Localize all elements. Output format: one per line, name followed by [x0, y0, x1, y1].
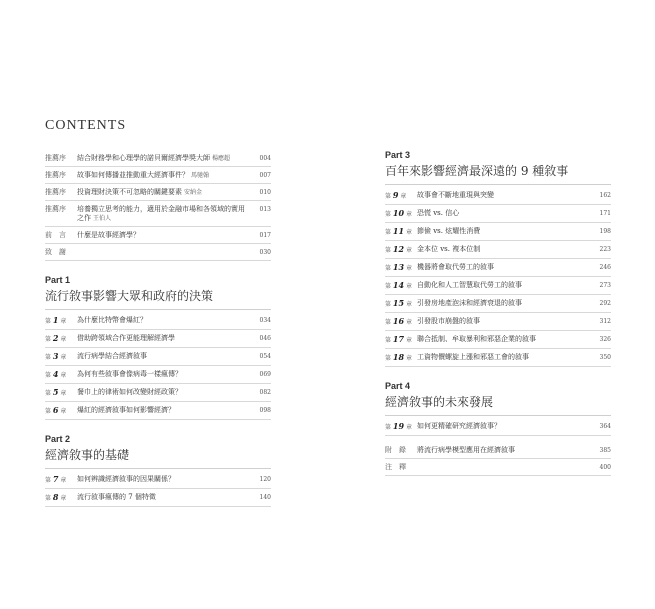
- chapter-number: 第 17 章: [385, 334, 412, 344]
- part-title: 百年來影響經濟最深遠的 9 種敘事: [385, 160, 611, 185]
- chapter-entry[interactable]: [45, 489, 271, 507]
- part-title: 經濟敘事的基礎: [45, 444, 271, 469]
- toc-entry[interactable]: [45, 244, 271, 261]
- chapter-number: 第 4 章: [45, 369, 67, 379]
- entry-label: 推薦序: [45, 188, 66, 196]
- chapter-digit: 2: [52, 333, 59, 343]
- part-label: Part 2: [45, 434, 71, 444]
- chapter-page: 054: [259, 353, 271, 360]
- chapter-entry[interactable]: [385, 223, 611, 241]
- entry-title: 故事如何傳播並推動重大經濟事件？ 馬驰翰: [77, 171, 210, 179]
- entry-label: 推薦序: [45, 171, 66, 179]
- chapter-title: 節儉 vs. 炫耀性消費: [417, 227, 481, 235]
- chapter-title: 為什麼比特幣會爆紅？: [77, 316, 147, 324]
- chapter-digit: 3: [52, 351, 59, 361]
- entry-title: 結合財務學和心理學的諾貝爾經濟學獎大師 楊應超: [77, 154, 231, 162]
- chapter-title: 自動化和人工智慧取代勞工的敘事: [417, 281, 522, 289]
- chapter-number: 第 16 章: [385, 316, 412, 326]
- chapter-digit: 5: [52, 387, 59, 397]
- chapter-title: 聯合抵制、牟取暴利和邪惡企業的敘事: [417, 335, 536, 343]
- chapter-entry[interactable]: [385, 313, 611, 331]
- chapter-page: 120: [259, 476, 271, 483]
- chapter-title: 如何更精確研究經濟敘事？: [417, 422, 501, 430]
- chapter-number: 第 7 章: [45, 474, 67, 484]
- chapter-page: 312: [599, 318, 611, 325]
- chapter-digit: 6: [52, 405, 59, 415]
- chapter-digit: 12: [392, 244, 405, 254]
- chapter-digit: 10: [392, 208, 405, 218]
- chapter-entry[interactable]: [45, 384, 271, 402]
- toc-entry[interactable]: [45, 167, 271, 184]
- chapter-number: 第 15 章: [385, 298, 412, 308]
- chapter-entry[interactable]: [385, 259, 611, 277]
- chapter-number: 第 8 章: [45, 492, 67, 502]
- entry-author: 安納金: [184, 189, 203, 196]
- chapter-digit: 1: [52, 315, 59, 325]
- chapter-title: 工資物價螺旋上漲和邪惡工會的敘事: [417, 353, 529, 361]
- entry-label: 推薦序: [45, 154, 66, 162]
- chapter-digit: 17: [392, 334, 405, 344]
- chapter-number: 第 19 章: [385, 421, 412, 431]
- chapter-digit: 4: [52, 369, 59, 379]
- chapter-entry[interactable]: [45, 348, 271, 366]
- chapter-number: 第 3 章: [45, 351, 67, 361]
- chapter-page: 140: [259, 494, 271, 501]
- chapter-digit: 15: [392, 298, 405, 308]
- chapter-page: 292: [599, 300, 611, 307]
- page-title: CONTENTS: [45, 118, 127, 133]
- chapter-title: 機器將會取代勞工的敘事: [417, 263, 494, 271]
- chapter-title: 如何辨識經濟敘事的因果關係？: [77, 475, 175, 483]
- chapter-number: 第 12 章: [385, 244, 412, 254]
- entry-page: 385: [599, 447, 611, 454]
- chapter-digit: 19: [392, 421, 405, 431]
- chapter-digit: 14: [392, 280, 405, 290]
- entry-label: 推薦序: [45, 205, 66, 213]
- entry-page: 004: [259, 155, 271, 162]
- entry-title: 將流行病學模型應用在經濟敘事: [417, 446, 515, 454]
- chapter-page: 326: [599, 336, 611, 343]
- chapter-digit: 11: [392, 226, 405, 236]
- chapter-title: 引發房地產泡沫和經濟衰退的敘事: [417, 299, 522, 307]
- chapter-page: 246: [599, 264, 611, 271]
- chapter-title: 引發股市崩盤的敘事: [417, 317, 480, 325]
- chapter-page: 364: [599, 423, 611, 430]
- chapter-number: 第 9 章: [385, 190, 407, 200]
- part-label: Part 1: [45, 275, 71, 285]
- chapter-title: 故事會不斷地重現與突變: [417, 191, 494, 199]
- entry-page: 010: [259, 189, 271, 196]
- entry-page: 013: [259, 206, 271, 213]
- part-label: Part 3: [385, 150, 411, 160]
- toc-entry[interactable]: [45, 150, 271, 167]
- chapter-number: 第 2 章: [45, 333, 67, 343]
- chapter-title: 為何有些敘事會像病毒一樣瘋傳？: [77, 370, 182, 378]
- chapter-page: 350: [599, 354, 611, 361]
- part-label: Part 4: [385, 381, 411, 391]
- chapter-page: 098: [259, 407, 271, 414]
- chapter-title: 流行病學結合經濟敘事: [77, 352, 147, 360]
- chapter-page: 223: [599, 246, 611, 253]
- chapter-entry[interactable]: [385, 349, 611, 367]
- chapter-page: 082: [259, 389, 271, 396]
- entry-title: 培養獨立思考的能力，適用於金融市場和各領域的實用之作 王伯人: [77, 205, 245, 222]
- chapter-number: 第 13 章: [385, 262, 412, 272]
- toc-entry[interactable]: [45, 184, 271, 201]
- entry-label: 前 言: [45, 231, 66, 239]
- part-title: 流行敘事影響大眾和政府的決策: [45, 285, 271, 310]
- entry-title: 什麼是故事經濟學？: [77, 231, 140, 239]
- chapter-digit: 16: [392, 316, 405, 326]
- chapter-title: 爆紅的經濟敘事如何影響經濟？: [77, 406, 175, 414]
- chapter-entry[interactable]: [385, 331, 611, 349]
- chapter-entry[interactable]: [385, 205, 611, 223]
- chapter-digit: 13: [392, 262, 405, 272]
- chapter-page: 046: [259, 335, 271, 342]
- toc-entry[interactable]: [45, 227, 271, 244]
- toc-entry[interactable]: [385, 442, 611, 459]
- chapter-entry[interactable]: [45, 471, 271, 489]
- chapter-entry[interactable]: [45, 366, 271, 384]
- chapter-entry[interactable]: [385, 187, 611, 205]
- chapter-entry[interactable]: [45, 402, 271, 420]
- chapter-number: 第 1 章: [45, 315, 67, 325]
- entry-author: 馬驰翰: [191, 172, 210, 179]
- chapter-page: 171: [599, 210, 611, 217]
- chapter-title: 餐巾上的律術如何改變財經政策？: [77, 388, 182, 396]
- chapter-digit: 7: [52, 474, 59, 484]
- entry-author: 王伯人: [93, 215, 112, 222]
- chapter-entry[interactable]: [45, 312, 271, 330]
- chapter-entry[interactable]: [385, 277, 611, 295]
- toc-right-column: [385, 150, 611, 476]
- chapter-entry[interactable]: [385, 418, 611, 436]
- toc-left-column: [45, 150, 271, 507]
- part-title: 經濟敘事的未來發展: [385, 391, 611, 416]
- chapter-number: 第 11 章: [385, 226, 412, 236]
- entry-page: 017: [259, 232, 271, 239]
- chapter-number: 第 6 章: [45, 405, 67, 415]
- entry-page: 007: [259, 172, 271, 179]
- chapter-page: 162: [599, 192, 611, 199]
- entry-page: 400: [599, 464, 611, 471]
- entry-page: 030: [259, 249, 271, 256]
- chapter-entry[interactable]: [385, 295, 611, 313]
- chapter-entry[interactable]: [385, 241, 611, 259]
- chapter-number: 第 10 章: [385, 208, 412, 218]
- chapter-page: 069: [259, 371, 271, 378]
- chapter-entry[interactable]: [45, 330, 271, 348]
- toc-entry[interactable]: [45, 201, 271, 227]
- chapter-digit: 9: [392, 190, 399, 200]
- entry-label: 附 錄: [385, 446, 406, 454]
- entry-label: 注 釋: [385, 463, 406, 471]
- chapter-page: 198: [599, 228, 611, 235]
- chapter-title: 借助跨領域合作更能理解經濟學: [77, 334, 175, 342]
- entry-author: 楊應超: [212, 155, 231, 162]
- entry-label: 致 謝: [45, 248, 66, 256]
- chapter-number: 第 14 章: [385, 280, 412, 290]
- chapter-number: 第 5 章: [45, 387, 67, 397]
- chapter-number: 第 18 章: [385, 352, 412, 362]
- toc-entry[interactable]: [385, 459, 611, 476]
- chapter-digit: 18: [392, 352, 405, 362]
- chapter-title: 流行敘事瘋傳的 7 個特徵: [77, 493, 156, 501]
- chapter-page: 034: [259, 317, 271, 324]
- chapter-title: 金本位 vs. 複本位制: [417, 245, 481, 253]
- chapter-digit: 8: [52, 492, 59, 502]
- chapter-page: 273: [599, 282, 611, 289]
- chapter-title: 恐慌 vs. 信心: [417, 209, 460, 217]
- entry-title: 投資理財決策不可忽略的關鍵要素 安納金: [77, 188, 203, 196]
